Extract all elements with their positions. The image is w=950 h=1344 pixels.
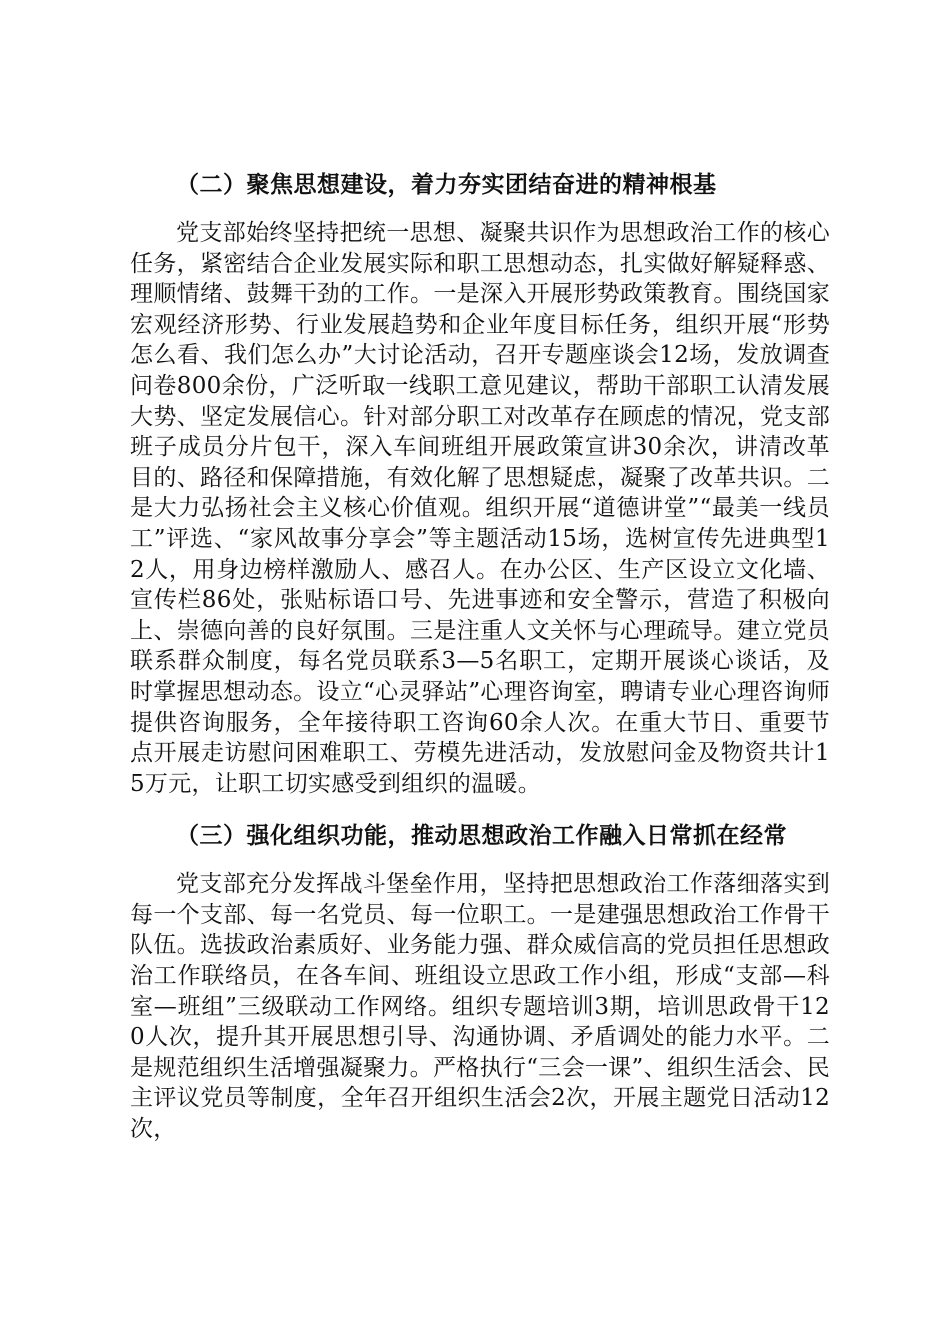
section-paragraph-3: 党支部充分发挥战斗堡垒作用，坚持把思想政治工作落细落实到每一个支部、每一名党员、每一位职工。一是建强思想政治工作骨干队伍。选拔政治素质好、业务能力强、群众威信高的党员担任思想政治工作联络员，在各车间、班组设立思政工作小组，形成“支部—科室—班组”三级联动工作网络。组织专题培训3期，培训思政骨干120人次，提升其开展思想引导、沟通协调、矛盾调处的能力水平。二是规范组织生活增强凝聚力。严格执行“三会一课”、组织生活会、民主评议党员等制度，全年召开组织生活会2次，开展主题党日活动12次， [130,871,830,1143]
section-heading-2: （二）聚焦思想建设，着力夯实团结奋进的精神根基 [176,171,717,198]
section-paragraph-2: 党支部始终坚持把统一思想、凝聚共识作为思想政治工作的核心任务，紧密结合企业发展实际和职工思想动态，扎实做好解疑释惑、理顺情绪、鼓舞干劲的工作。一是深入开展形势政策教育。围绕国家宏观经济形势、行业发展趋势和企业年度目标任务，组织开展“形势怎么看、我们怎么办”大讨论活动，召开专题座谈会12场，发放调查问卷800余份，广泛听取一线职工意见建议，帮助干部职工认清发展大势、坚定发展信心。针对部分职工对改革存在顾虑的情况，党支部班子成员分片包干，深入车间班组开展政策宣讲30余次，讲清改革目的、路径和保障措施，有效化解了思想疑虑，凝聚了改革共识。二是大力弘扬社会主义核心价值观。组织开展“道德讲堂”“最美一线员工”评选、“家风故事分享会”等主题活动15场，选树宣传先进典型12人，用身边榜样激励人、感召人。在办公区、生产区设立文化墙、宣传栏86处，张贴标语口号、先进事迹和安全警示，营造了积极向上、崇德向善的良好氛围。三是注重人文关怀与心理疏导。建立党员联系群众制度，每名党员联系3—5名职工，定期开展谈心谈话，及时掌握思想动态。设立“心灵驿站”心理咨询室，聘请专业心理咨询师提供咨询服务，全年接待职工咨询60余人次。在重大节日、重要节点开展走访慰问困难职工、劳模先进活动，发放慰问金及物资共计15万元，让职工切实感受到组织的温暖。 [130,220,830,797]
section-heading-3: （三）强化组织功能，推动思想政治工作融入日常抓在经常 [176,822,787,850]
document-body [130,166,830,1145]
